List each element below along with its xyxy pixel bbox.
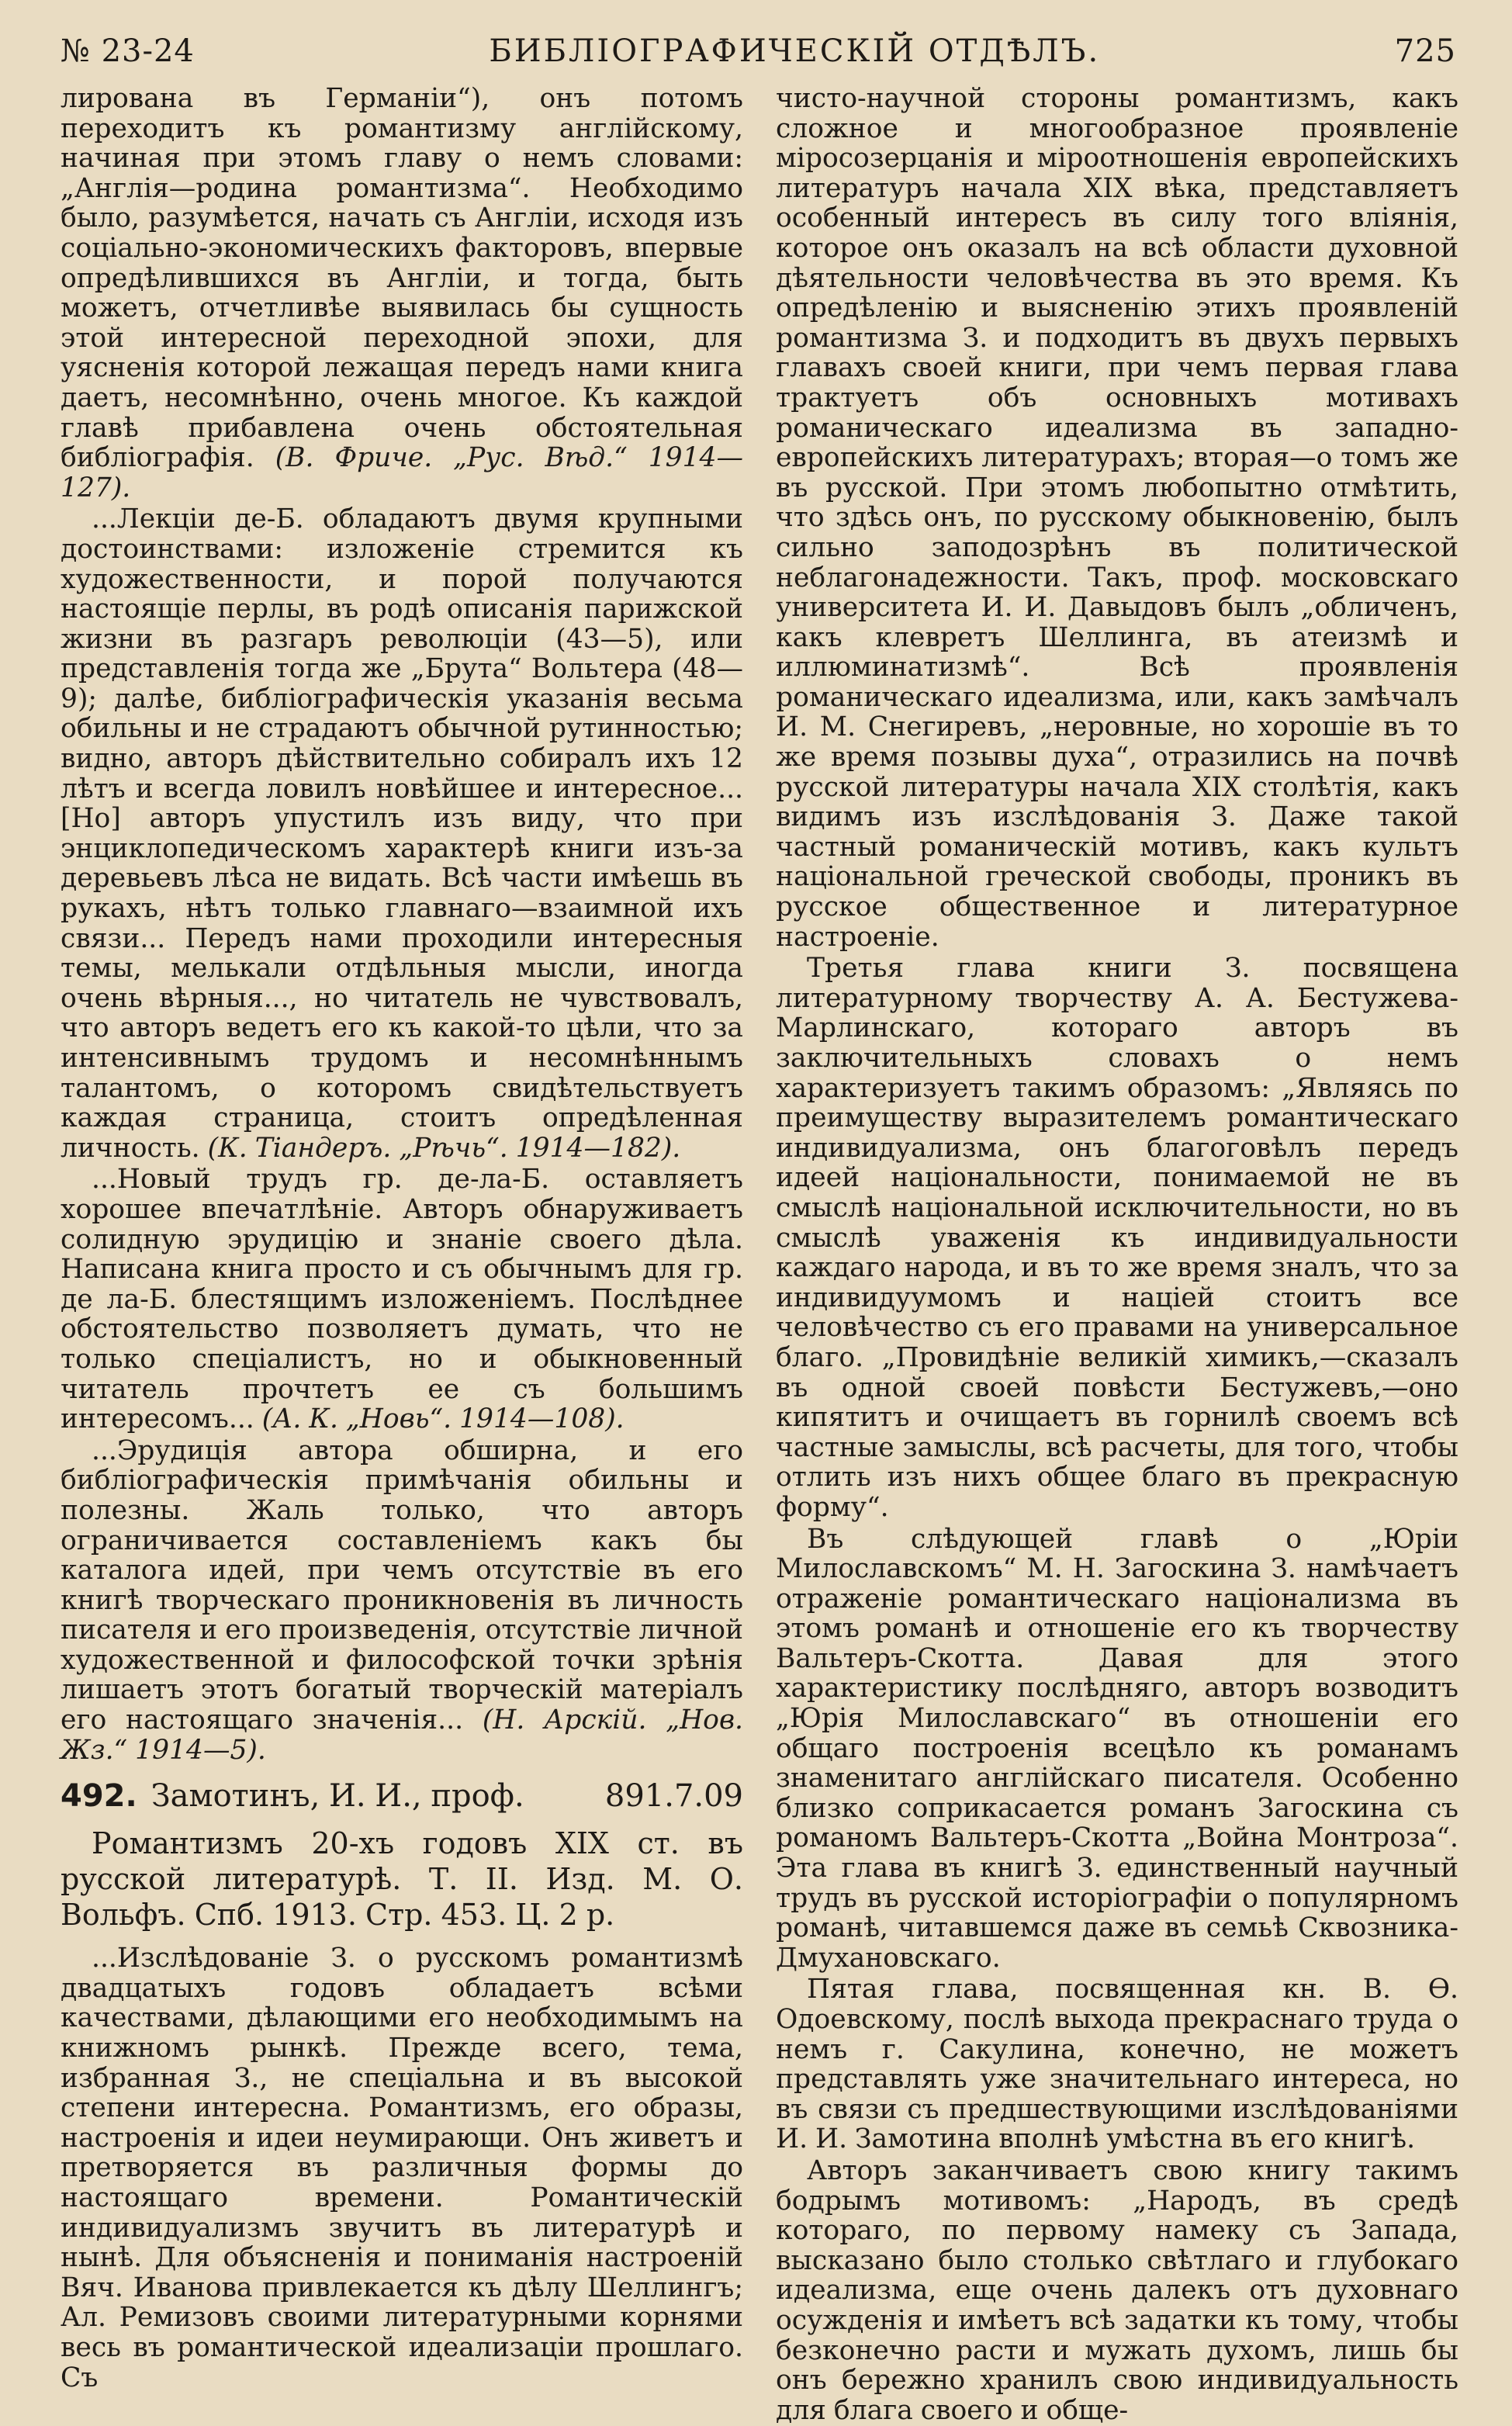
paragraph: Пятая глава, посвященная кн. В. Ѳ. Одоевскому, послѣ выхода прекраснаго труда о немъ г. Сакулина, конечно, не можетъ представлять уже значительнаго интереса, но въ связи съ предшествующими изслѣдованіями И. И. Замотина вполнѣ умѣстна въ его книгѣ.	[776, 1974, 1458, 2155]
entry-title: Романтизмъ 20-хъ годовъ XIX ст. въ русской литературѣ. Т. II. Изд. М. О. Вольфъ. Спб. 1913. Стр. 453. Ц. 2 р.	[61, 1826, 743, 1933]
paragraph-text: ...Эрудиція автора обширна, и его библіографическія примѣчанія обильны и полезны. Жаль только, что авторъ ограничивается составленіемъ какъ бы каталога идей, при чемъ отсутствіе въ его книгѣ творческаго проникновенія въ личность писателя и его произведенія, отсутствіе личной художественной и философской точки зрѣнія лишаетъ этотъ богатый творческій матеріалъ его настоящаго значенія...	[61, 1434, 743, 1736]
paragraph: Третья глава книги З. посвящена литературному творчеству А. А. Бестужева-Марлинскаго, котораго авторъ въ заключительныхъ словахъ о немъ характеризуетъ такимъ образомъ: „Являясь по преимуществу выразителемъ романтическаго индивидуализма, онъ благоговѣлъ передъ идеей національности, понимаемой не въ смыслѣ національной исключительности, но въ смыслѣ уваженія къ индивидуальности каждаго народа, и въ то же время зналъ, что за индивидуумомъ и націей стоитъ все человѣчество съ его правами на универсальное благо. „Провидѣніе великій химикъ,—сказалъ въ одной своей повѣсти Бестужевъ,—оно кипятитъ и очищаетъ въ горнилѣ своемъ всѣ частные замыслы, всѣ расчеты, для того, чтобы отлить изъ нихъ общее благо въ прекрасную форму“.	[776, 953, 1458, 1523]
entry-author: Замотинъ, И. И., проф.	[151, 1778, 524, 1815]
paragraph-text: ...Новый трудъ гр. де-ла-Б. оставляетъ хорошее впечатлѣніе. Авторъ обнаруживаетъ солидную эрудицію и знаніе своего дѣла. Написана книга просто и съ обычнымъ для гр. де ла-Б. блестящимъ изложеніемъ. Послѣднее обстоятельство позволяетъ думать, что не только спеціалистъ, но и обыкновенный читатель прочтетъ ее съ большимъ интересомъ...	[61, 1164, 743, 1435]
left-column	[61, 84, 743, 2393]
issue-number: № 23-24	[61, 33, 195, 69]
paragraph	[61, 1436, 743, 1766]
right-column	[776, 84, 1458, 2425]
paragraph	[61, 1165, 743, 1434]
paragraph: Авторъ заканчиваетъ свою книгу такимъ бодрымъ мотивомъ: „Народъ, въ средѣ котораго, по первому намеку съ Запада, высказано было столько свѣтлаго и глубокаго идеализма, еще очень далекъ отъ духовнаго осужденія и имѣетъ всѣ задатки къ тому, чтобы безконечно расти и мужать духомъ, лишь бы онъ бережно хранилъ свою индивидуальность для блага своего и обще-	[776, 2154, 1458, 2426]
citation: (К. Тіандеръ. „Рѣчь“. 1914—182).	[207, 1132, 681, 1164]
page-number: 725	[1394, 33, 1456, 69]
paragraph	[61, 84, 743, 503]
paragraph: ...Изслѣдованіе З. о русскомъ романтизмѣ двадцатыхъ годовъ обладаетъ всѣми качествами, дѣлающими его необходимымъ на книжномъ рынкѣ. Прежде всего, тема, избранная З., не спеціальна и въ высокой степени интересна. Романтизмъ, его образы, настроенія и идеи неумирающи. Онъ живетъ и претворяется въ различныя формы до настоящаго времени. Романтическій индивидуализмъ звучитъ въ литературѣ и нынѣ. Для объясненія и пониманія настроеній Вяч. Иванова привлекается къ дѣлу Шеллингъ; Ал. Ремизовъ своими литературными корнями весь въ романтической идеализаціи прошлаго. Съ	[61, 1943, 743, 2393]
citation: (А. К. „Новь“. 1914—108).	[261, 1403, 625, 1435]
page-header	[61, 28, 1456, 74]
paragraph: Въ слѣдующей главѣ о „Юріи Милославскомъ“ М. Н. Загоскина З. намѣчаетъ отраженіе романтическаго націонализма въ этомъ романѣ и отношеніе его къ творчеству Вальтеръ-Скотта. Давая для этого характеристику послѣдняго, авторъ возводитъ „Юрія Милославскаго“ въ отношеніи его общаго построенія всецѣло къ романамъ знаменитаго англійскаго писателя. Особенно близко соприкасается романъ Загоскина съ романомъ Вальтеръ-Скотта „Война Монтроза“. Эта глава въ книгѣ З. единственный научный трудъ въ русской исторіографіи о популярномъ романѣ, читавшемся даже въ семьѣ Сквозника-Дмухановскаго.	[776, 1523, 1458, 1974]
entry-number: 492.	[61, 1778, 137, 1815]
section-title: БИБЛІОГРАФИЧЕСКІЙ ОТДѢЛЪ.	[489, 33, 1101, 69]
paragraph-text: лирована въ Германіи“), онъ потомъ переходитъ къ романтизму англійскому, начиная при этомъ главу о немъ словами: „Англія—родина романтизма“. Необходимо было, разумѣется, начать съ Англіи, исходя изъ соціально-экономическихъ факторовъ, впервые опредѣлившихся въ Англіи, и тогда, быть можетъ, отчетливѣе выявилась бы сущность этой интересной переходной эпохи, для уясненія которой лежащая передъ нами книга даетъ, несомнѣнно, очень многое. Къ каждой главѣ прибавлена очень обстоятельная библіографія.	[61, 83, 743, 474]
citation: (Н. Арскій. „Нов. Жз.“ 1914—5).	[61, 1704, 743, 1766]
entry-heading	[61, 1776, 743, 1816]
entry-classification-code: 891.7.09	[604, 1778, 743, 1815]
paragraph-text: ...Лекціи де-Б. обладаютъ двумя крупными достоинствами: изложеніе стремится къ художественности, и порой получаются настоящіе перлы, въ родѣ описанія парижской жизни въ разгаръ революціи (43—5), или представленія тогда же „Брута“ Вольтера (48—9); далѣе, библіографическія указанія весьма обильны и не страдаютъ обычной рутинностью; видно, авторъ дѣйствительно собиралъ ихъ 12 лѣтъ и всегда ловилъ новѣйшее и интересное... [Но] авторъ упустилъ изъ виду, что при энциклопедическомъ характерѣ книги изъ-за деревьевъ лѣса не видать. Всѣ части имѣешь въ рукахъ, нѣтъ только главнаго—взаимной ихъ связи... Передъ нами проходили интересныя темы, мелькали отдѣльныя мысли, иногда очень вѣрныя..., но читатель не чувствовалъ, что авторъ ведетъ его къ какой-то цѣли, что за интенсивнымъ трудомъ и несомнѣннымъ талантомъ, о которомъ свидѣтельствуетъ каждая страница, стоитъ опредѣленная личность.	[61, 504, 743, 1164]
citation: (В. Фриче. „Рус. Вѣд.“ 1914—127).	[61, 442, 744, 504]
paragraph: чисто-научной стороны романтизмъ, какъ сложное и многообразное проявленіе міросозерцанія и міроотношенія европейскихъ литературъ начала XIX вѣка, представляетъ особенный интересъ въ силу того вліянія, которое онъ оказалъ на всѣ области духовной дѣятельности человѣчества въ это время. Къ опредѣленію и выясненію этихъ проявленій романтизма З. и подходитъ въ двухъ первыхъ главахъ своей книги, при чемъ первая глава трактуетъ объ основныхъ мотивахъ романическаго идеализма въ западно-европейскихъ литературахъ; вторая—о томъ же въ русской. При этомъ любопытно отмѣтить, что здѣсь онъ, по русскому обыкновенію, былъ сильно заподозрѣнъ въ политической неблагонадежности. Такъ, проф. московскаго университета И. И. Давыдовъ былъ „обличенъ, какъ клевретъ Шеллинга, въ атеизмѣ и иллюминатизмѣ“. Всѣ проявленія романическаго идеализма, или, какъ замѣчалъ И. М. Снегиревъ, „неровные, но хорошіе въ то же время позывы духа“, отразились на почвѣ русской литературы начала XIX столѣтія, какъ видимъ изъ изслѣдованія З. Даже такой частный романическій мотивъ, какъ культъ національной греческой свободы, проникъ въ русское общественное и литературное настроеніе.	[776, 83, 1458, 953]
paragraph	[61, 504, 743, 1163]
